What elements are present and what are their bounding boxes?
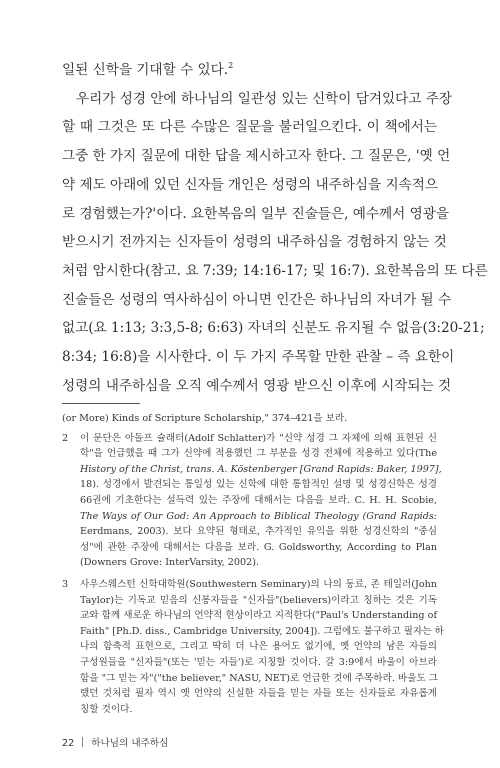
footnote-3-line: 사우스웨스턴 신학대학원(Southwestern Seminary)의 나의 동료, 존 테일러(John [80, 578, 437, 590]
body-line-3: 할 때 그것은 또 다른 수많은 질문을 불러일으킨다. 이 책에서는 [62, 119, 437, 136]
footnote-3-line: 함을 "그 믿는 자"("the believer," NASU, NET)로 언급한 것에 주목하라. 바울도 그 [80, 672, 439, 684]
footnote-2-line: History of the Christ, trans. A. Köstenberger [Grand Rapids: Baker, 1997], [80, 463, 442, 475]
footnote-3-line: 칭할 것이다. [80, 703, 133, 715]
footnote-3-line: Faith" [Ph.D. diss., Cambridge University, 2004]). 그럼에도 불구하고 필자는 하 [80, 625, 444, 637]
footnote-2-line: 학"을 언급했을 때 그가 신약에 적용했던 그 부분을 성경 전체에 적용하고 있다(The [80, 448, 437, 460]
body-line-8: 처럼 암시한다(참고. 요 7:39; 14:16-17; 및 16:7). 요한복음의 또 다른 [62, 262, 488, 279]
footer-separator [82, 737, 83, 747]
body-line-11: 8:34; 16:8)을 시사한다. 이 두 가지 주목할 만한 관찰 – 즉 요한이 [62, 349, 455, 366]
footnote-3-line: 랬던 것처럼 필자 역시 옛 언약의 신실한 자들을 믿는 자들 또는 신자들로 자유롭게 [80, 688, 437, 700]
footnote-3-line: 나의 함축적 표현으로, 그리고 딱히 더 나은 용어도 없기에, 옛 언약의 남은 자들의 [80, 641, 437, 653]
footnote-2-line: (Downers Grove: InterVarsity, 2002). [80, 557, 259, 569]
footnote-3-line: 구성원들을 "신자들"(또는 '믿는 자들')로 지칭할 것이다. 갈 3:9에서 바울이 아브라 [80, 656, 437, 668]
page-footer [62, 735, 168, 749]
footnote-continuation: (or More) Kinds of Scripture Scholarship," 374–421을 보라. [62, 413, 348, 424]
body-line-10: 없고(요 1:13; 3:3,5-8; 6:63) 자녀의 신분도 유지될 수 없음(3:20-21; [62, 320, 485, 337]
body-line-9: 진술들은 성령의 역사하심이 아니면 인간은 하나님의 자녀가 될 수 [62, 291, 452, 308]
body-line-7: 받으시기 전까지는 신자들이 성령의 내주하심을 경험하지 않는 것 [62, 234, 447, 251]
body-line-2: 우리가 성경 안에 하나님의 일관성 있는 신학이 담겨있다고 주장 [76, 90, 452, 107]
footnote-3-line: 교와 함께 새로운 하나님의 언약적 현상이라고 지적한다("Paul's Understanding of [80, 610, 437, 622]
footnote-2-line: 성"에 관한 주장에 대해서는 다음을 보라. G. Goldsworthy, According to Plan [80, 541, 437, 553]
footnotes-section [62, 411, 444, 723]
footnote-2-line: The Ways of Our God: An Approach to Biblical Theology (Grand Rapids: [80, 510, 437, 522]
body-line-6: 로 경험했는가?'이다. 요한복음의 일부 진술들은, 예수께서 영광을 [62, 205, 450, 222]
footnote-2-line: Eerdmans, 2003). 보다 요약된 형태로, 추가적인 유익을 위한 성경신학의 "중심 [80, 526, 437, 538]
footnote-3 [62, 577, 444, 717]
body-line-12: 성령의 내주하심을 오직 예수께서 영광 받으신 이후에 시작되는 것 [62, 377, 452, 394]
page-number: 22 [62, 738, 75, 749]
footnote-divider [62, 403, 140, 404]
body-line-5: 약 제도 아래에 있던 신자들 개인은 성령의 내주하심을 지속적으 [62, 176, 438, 193]
footnote-2-line: 이 문단은 아돌프 슐래터(Adolf Schlatter)가 "신약 성경 그 자체에 의해 표현된 신 [80, 432, 437, 444]
footnote-2 [62, 431, 442, 571]
footnote-3-line: Taylor)는 기독교 믿음의 신봉자들을 "신자들"(believers)이라고 칭하는 것은 기독 [80, 594, 437, 606]
footnote-2-line: 66권에 기초한다는 설득력 있는 주장에 대해서는 다음을 보라. C. H. H. Scobie, [80, 494, 437, 506]
footnote-2-line: 18). 성경에서 발견되는 통일성 있는 신학에 대한 통합적인 설명 및 성경신학은 성경 [80, 479, 437, 491]
body-line-4: 그중 한 가지 질문에 대한 답을 제시하고자 한다. 그 질문은, '옛 언 [62, 148, 451, 165]
running-title: 하나님의 내주하심 [91, 738, 169, 749]
main-body-text [62, 56, 488, 400]
footnote-3-number: 3 [62, 578, 69, 590]
footnote-ref-2[interactable]: 2 [228, 61, 234, 70]
footnote-2-number: 2 [62, 432, 69, 444]
body-line-1: 일된 신학을 기대할 수 있다.$^2$ [62, 61, 234, 78]
